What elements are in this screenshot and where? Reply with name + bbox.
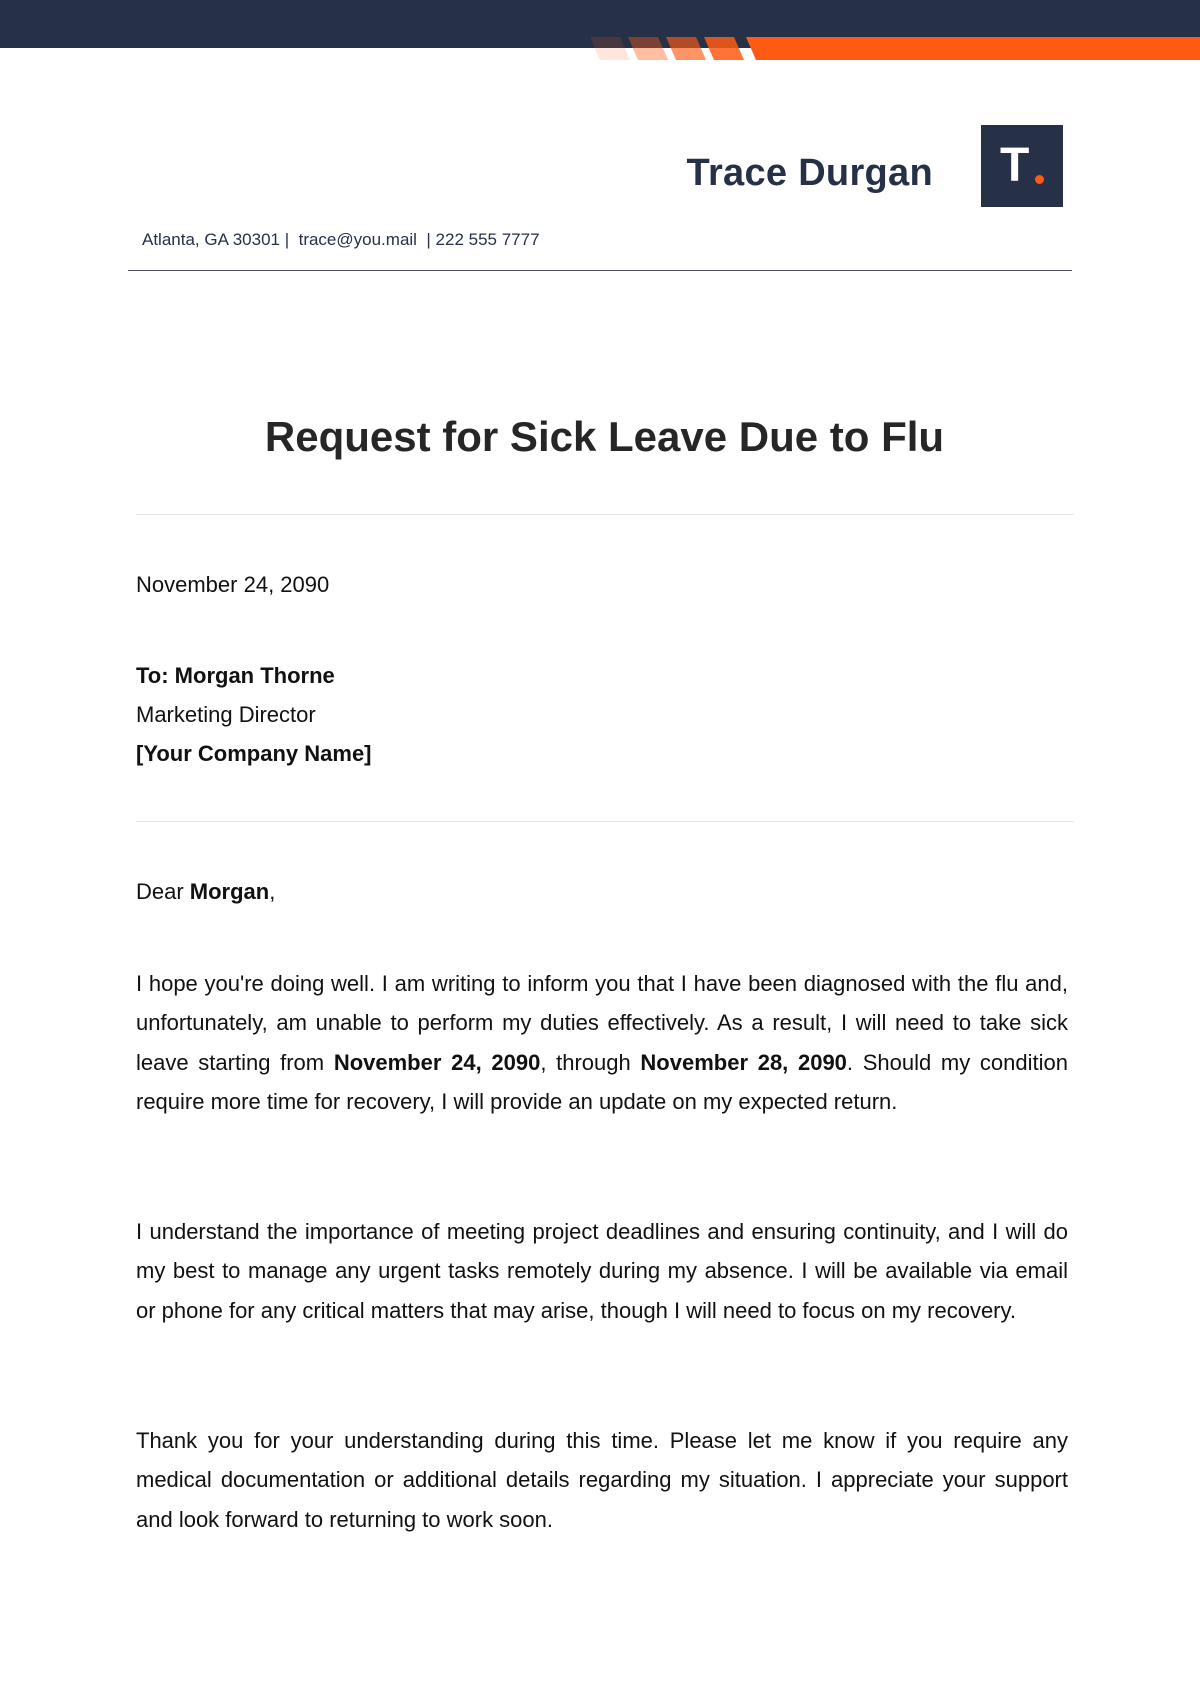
accent-stripe-2 xyxy=(628,37,668,60)
body-paragraph-3: Thank you for your understanding during this time. Please let me know if you require any medical documentation or additional details regarding my situation. I appreciate your support and look forward to returning to work soon. xyxy=(136,1428,1068,1532)
letter-date: November 24, 2090 xyxy=(136,572,330,597)
header-divider xyxy=(128,270,1072,271)
paragraph-1-text: . Should my condition require more time for recovery, I will provide an update on my expected return. xyxy=(136,1049,1068,1114)
contact-line xyxy=(142,230,540,250)
body-paragraph-2: I understand the importance of meeting project deadlines and ensuring continuity, and I will do my best to manage any urgent tasks remotely during my absence. I will be available via email or phone for any critical matters that may arise, though I will need to focus on my recovery. xyxy=(136,1219,1068,1323)
recipient-name: To: Morgan Thorne xyxy=(136,663,335,688)
contact-separator: | xyxy=(280,230,299,249)
leave-end-date: November 28, 2090 xyxy=(640,1049,847,1075)
logo-letter: T xyxy=(1000,139,1030,192)
contact-separator: | xyxy=(416,230,436,249)
logo-dot xyxy=(1035,175,1044,184)
accent-stripe-3 xyxy=(666,37,706,60)
body-paragraph-1 xyxy=(136,964,1068,1121)
salutation-prefix: Dear xyxy=(136,879,190,904)
contact-address: Atlanta, GA 30301 xyxy=(142,230,280,249)
accent-stripes xyxy=(0,0,1200,64)
paragraph-1-text: I hope you're doing well. I am writing to inform you that I have been diagnosed with the flu and, unfortunately, am unable to perform my duties effectively. As a result, I will need to take sick leave starting from xyxy=(136,971,1068,1075)
salutation-suffix: , xyxy=(269,879,276,904)
accent-stripe-1 xyxy=(590,37,630,60)
leave-start-date: November 24, 2090 xyxy=(333,1049,541,1075)
recipient-company: [Your Company Name] xyxy=(136,741,372,766)
recipient-position: Marketing Director xyxy=(136,702,316,727)
paragraph-1-text: , through xyxy=(540,1049,641,1075)
title-divider xyxy=(136,514,1074,515)
sender-name: Trace Durgan xyxy=(686,152,933,194)
salutation xyxy=(136,879,275,905)
recipient-divider xyxy=(136,821,1074,822)
salutation-name: Morgan xyxy=(189,879,270,904)
document-title: Request for Sick Leave Due to Flu xyxy=(264,413,945,460)
accent-stripe-4 xyxy=(704,37,744,60)
contact-phone[interactable]: 222 555 7777 xyxy=(435,230,540,249)
accent-bar xyxy=(746,37,1200,60)
logo xyxy=(981,125,1063,207)
contact-email[interactable]: trace@you.mail xyxy=(298,230,417,249)
